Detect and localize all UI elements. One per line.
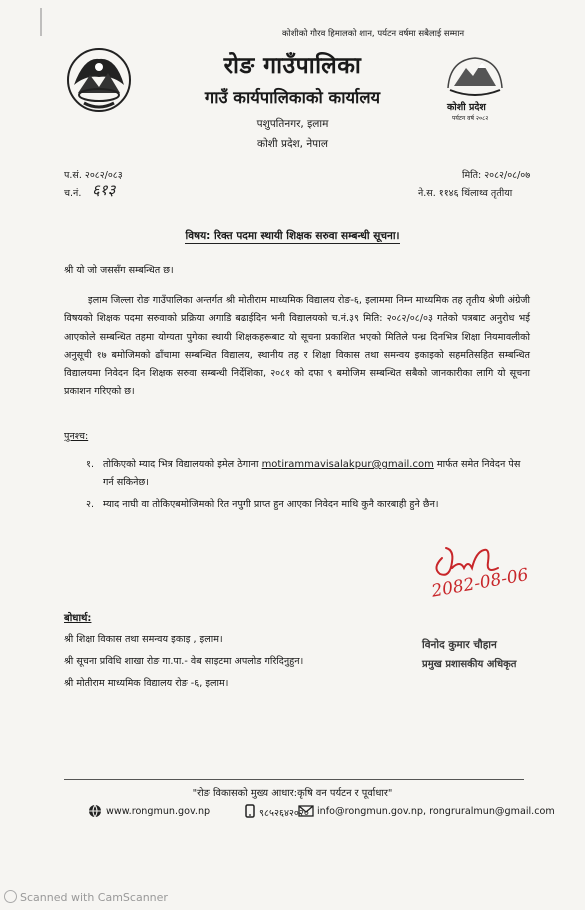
globe-icon xyxy=(88,804,102,818)
dispatch-number-handwritten: ६१३ xyxy=(92,181,116,199)
phone-number[interactable]: ९८५२६४२०२० xyxy=(259,808,309,819)
ref-number: प.सं. २०८२/०८३ xyxy=(64,170,123,181)
footer-email[interactable]: info@rongmun.gov.np, rongruralmun@gmail.com xyxy=(317,806,555,817)
cc-heading: बोधार्थ: xyxy=(64,613,92,624)
phone-icon xyxy=(244,804,256,818)
date: मिति: २०८२/०८/०७ xyxy=(462,170,531,181)
pencil-mark-icon xyxy=(38,8,44,38)
cc-item: श्री मोतीराम माध्यमिक विद्यालय रोङ -६, इलाम। xyxy=(64,678,229,689)
camscanner-icon xyxy=(4,890,17,903)
handwritten-date: 2082-08-06 xyxy=(430,564,530,602)
address-line-1: पशुपतिनगर, इलाम xyxy=(256,118,329,130)
koshi-logo-text: कोशी प्रदेश xyxy=(447,102,486,113)
camscanner-watermark: Scanned with CamScanner xyxy=(4,890,168,904)
page-title: रोङ गाउँपालिका xyxy=(223,53,362,79)
addressee: श्री यो जो जससँग सम्बन्धित छ। xyxy=(64,265,174,276)
footer-divider xyxy=(64,779,524,780)
signatory-designation: प्रमुख प्रशासकीय अधिकृत xyxy=(422,659,517,670)
postscript-item: १. तोकिएको म्याद भित्र विद्यालयको इमेल ठेगाना motirammavisalakpur@gmail.com मार्फत समेत निवेदन पेस गर्न सकिनेछ। xyxy=(86,459,521,488)
postscript-item: २. म्याद नाघी वा तोकिएबमोजिमको रित नपुगी प्राप्त हुन आएका निवेदन माथि कुनै कारबाही हुने छैन। xyxy=(86,499,439,510)
signatory-name: विनोद कुमार चौहान xyxy=(422,639,497,651)
address-line-2: कोशी प्रदेश, नेपाल xyxy=(257,138,328,150)
office-subtitle: गाउँ कार्यपालिकाको कार्यालय xyxy=(204,88,381,107)
nepal-sambat-date: ने.स. ११४६ थिंलाथ्व तृतीया xyxy=(418,188,513,199)
subject-line: विषय: रिक्त पदमा स्थायी शिक्षक सरुवा सम्बन्धी सूचना। xyxy=(185,230,400,242)
school-email-link[interactable]: motirammavisalakpur@gmail.com xyxy=(261,459,434,470)
footer-tagline: "रोङ विकासको मुख्य आधार:कृषि वन पर्यटन र पूर्वाधार" xyxy=(192,788,393,799)
notice-body: इलाम जिल्ला रोङ गाउँपालिका अन्तर्गत श्री मोतीराम माध्यमिक विद्यालय रोङ-६, इलाममा निम्न माध्यमिक तह तृतीय श्रेणी अंग्रेजी विषयको शिक्षक पदमा सरुवाको प्रक्रिया अगाडि बढाईदिन भनी विद्यालयको च.नं.३९ मिति: २०८२/०८/०३ गतेको पत्रबाट अनुरोध भई आएकोले सम्बन्धित तहमा योग्यता पुगेका स्थायी शिक्षकहरूबाट यो सूचना प्रकाशित भएको मितिले पन्ध्र दिनभित्र शिक्षा नियमावलीको अनुसूची १७ बमोजिमको ढाँचामा सम्बन्धित विद्यालय, स्थानीय तह र शिक्षा विकास तथा समन्वय इकाइको सहमतिसहित सम्बन्धित विद्यालयमा निवेदन दिन शिक्षक सरुवा सम्बन्धी निर्देशिका, २०८१ को दफा ९ बमोजिम सम्बन्धित सबैको जानकारीका लागि यो सूचना प्रकाशन गरिएको छ। xyxy=(64,295,530,398)
postscript-heading: पुनश्च: xyxy=(64,431,89,442)
mail-icon xyxy=(298,805,314,817)
dispatch-label: च.नं. xyxy=(64,188,82,199)
website-link[interactable]: www.rongmun.gov.np xyxy=(106,806,211,817)
cc-item: श्री शिक्षा विकास तथा समन्वय इकाइ , इलाम। xyxy=(64,634,223,645)
koshi-logo-sub: पर्यटन वर्ष २०८२ xyxy=(452,115,489,122)
cc-item: श्री सूचना प्रविधि शाखा रोङ गा.पा.- वेब साइटमा अपलोड गरिदिनुहुन। xyxy=(64,656,304,667)
header-tagline: कोशीको गौरव हिमालको शान, पर्यटन वर्षमा सबैलाई सम्मान xyxy=(282,29,465,39)
